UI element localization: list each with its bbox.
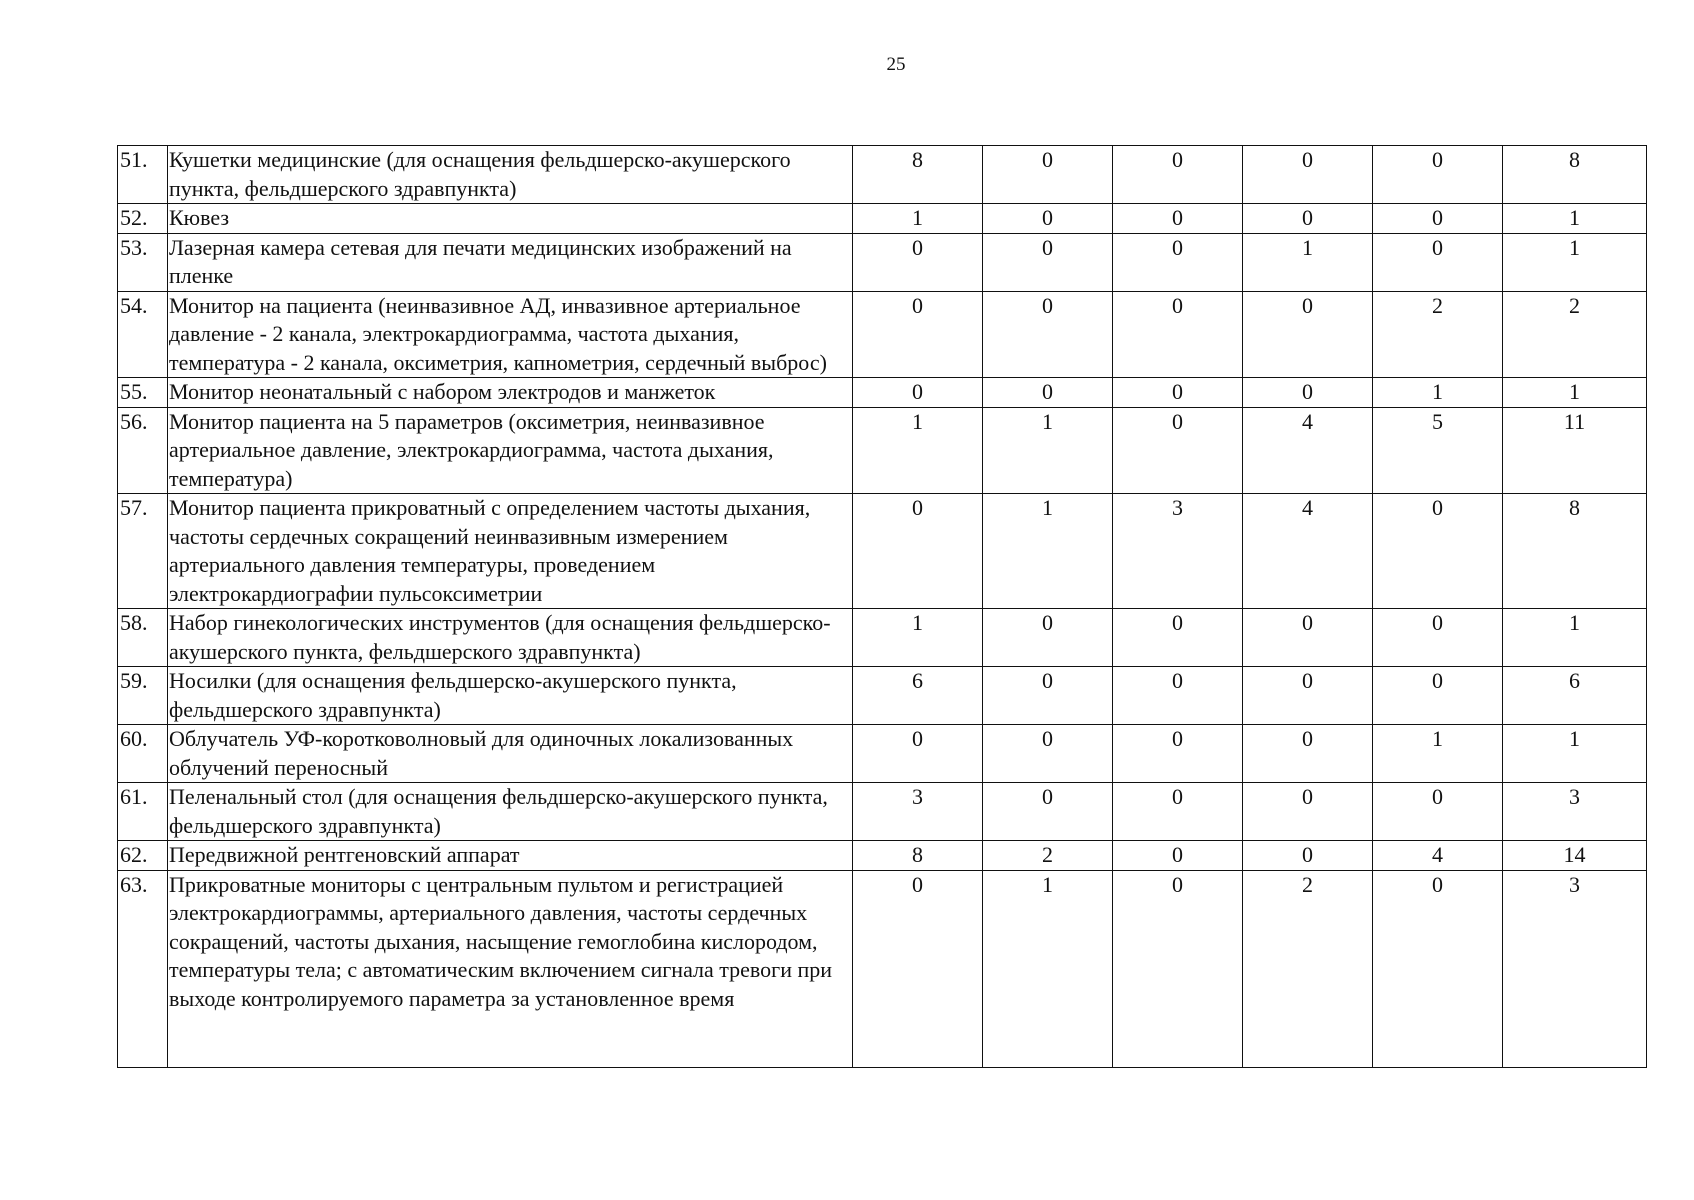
quantity-cell: 0 <box>1373 667 1503 725</box>
table-row <box>118 667 1647 725</box>
row-number: 55. <box>118 378 168 408</box>
row-number: 59. <box>118 667 168 725</box>
quantity-cell: 0 <box>853 378 983 408</box>
quantity-cell: 0 <box>853 870 983 1068</box>
quantity-cell: 3 <box>1113 494 1243 609</box>
quantity-cell: 0 <box>1113 233 1243 291</box>
quantity-cell: 0 <box>1243 783 1373 841</box>
equipment-name <box>168 146 853 204</box>
quantity-cell: 0 <box>983 378 1113 408</box>
table-row <box>118 378 1647 408</box>
table-body <box>118 146 1647 1068</box>
table-row <box>118 725 1647 783</box>
quantity-cell: 0 <box>983 783 1113 841</box>
equipment-name-text: Пеленальный стол (для оснащения фельдшерско-акушерского пункта, фельдшерского здравпункта) <box>169 784 828 838</box>
quantity-cell: 1 <box>1373 725 1503 783</box>
total-cell: 1 <box>1503 233 1647 291</box>
quantity-cell: 1 <box>1243 233 1373 291</box>
quantity-cell: 6 <box>853 667 983 725</box>
quantity-cell: 0 <box>983 204 1113 234</box>
total-cell: 3 <box>1503 783 1647 841</box>
quantity-cell: 2 <box>983 841 1113 871</box>
total-cell: 8 <box>1503 494 1647 609</box>
quantity-cell: 1 <box>853 609 983 667</box>
equipment-name <box>168 870 853 1068</box>
quantity-cell: 1 <box>983 407 1113 494</box>
equipment-name-text: Монитор неонатальный с набором электродов и манжеток <box>169 379 716 404</box>
quantity-cell: 0 <box>983 609 1113 667</box>
quantity-cell: 0 <box>1113 291 1243 378</box>
cell-spacer <box>169 1013 848 1067</box>
equipment-name-text: Монитор на пациента (неинвазивное АД, инвазивное артериальное давление - 2 канала, электрокардиограмма, частота дыхания, температура - 2 канала, оксиметрия, капнометрия, сердечный выброс) <box>169 292 827 375</box>
quantity-cell: 0 <box>1373 204 1503 234</box>
quantity-cell: 5 <box>1373 407 1503 494</box>
equipment-name <box>168 725 853 783</box>
quantity-cell: 0 <box>1243 725 1373 783</box>
quantity-cell: 0 <box>1113 725 1243 783</box>
quantity-cell: 3 <box>853 783 983 841</box>
equipment-table <box>117 145 1647 1068</box>
quantity-cell: 1 <box>983 870 1113 1068</box>
row-number: 54. <box>118 291 168 378</box>
table-row <box>118 841 1647 871</box>
equipment-name <box>168 378 853 408</box>
total-cell: 8 <box>1503 146 1647 204</box>
table-row <box>118 233 1647 291</box>
equipment-name <box>168 667 853 725</box>
equipment-name-text: Облучатель УФ-коротковолновый для одиночных локализованных облучений переносный <box>169 726 794 780</box>
quantity-cell: 0 <box>1243 146 1373 204</box>
quantity-cell: 0 <box>1373 146 1503 204</box>
quantity-cell: 8 <box>853 146 983 204</box>
equipment-name-text: Прикроватные мониторы с центральным пультом и регистрацией электрокардиограммы, артериального давления, частоты сердечных сокращений, частоты дыхания, насыщение гемоглобина кислородом, температуры тела; с автоматическим включением сигнала тревоги при выходе контролируемого параметра за установленное время <box>169 871 833 1011</box>
row-number: 61. <box>118 783 168 841</box>
quantity-cell: 0 <box>1373 233 1503 291</box>
equipment-name-text: Лазерная камера сетевая для печати медицинских изображений на пленке <box>169 234 792 288</box>
quantity-cell: 0 <box>1243 667 1373 725</box>
equipment-name-text: Монитор пациента прикроватный с определением частоты дыхания, частоты сердечных сокращений неинвазивным измерением артериального давления температуры, проведением электрокардиографии пульсоксиметрии <box>169 495 811 606</box>
quantity-cell: 0 <box>1113 870 1243 1068</box>
quantity-cell: 0 <box>983 667 1113 725</box>
total-cell: 14 <box>1503 841 1647 871</box>
quantity-cell: 4 <box>1373 841 1503 871</box>
quantity-cell: 0 <box>1113 146 1243 204</box>
total-cell: 1 <box>1503 725 1647 783</box>
total-cell: 3 <box>1503 870 1647 1068</box>
table-row <box>118 146 1647 204</box>
quantity-cell: 2 <box>1373 291 1503 378</box>
row-number: 60. <box>118 725 168 783</box>
quantity-cell: 1 <box>1373 378 1503 408</box>
equipment-name <box>168 494 853 609</box>
equipment-name <box>168 841 853 871</box>
table-row <box>118 204 1647 234</box>
quantity-cell: 0 <box>1373 783 1503 841</box>
total-cell: 1 <box>1503 204 1647 234</box>
quantity-cell: 0 <box>1113 609 1243 667</box>
equipment-name-text: Кушетки медицинские (для оснащения фельдшерско-акушерского пункта, фельдшерского здравпункта) <box>169 147 791 201</box>
equipment-name-text: Набор гинекологических инструментов (для оснащения фельдшерско-акушерского пункта, фельдшерского здравпункта) <box>169 610 831 664</box>
row-number: 51. <box>118 146 168 204</box>
row-number: 58. <box>118 609 168 667</box>
table-row <box>118 291 1647 378</box>
page-number: 25 <box>886 54 906 75</box>
equipment-name <box>168 783 853 841</box>
equipment-name <box>168 407 853 494</box>
quantity-cell: 0 <box>1243 291 1373 378</box>
table-row <box>118 494 1647 609</box>
equipment-table-container <box>117 145 1647 1068</box>
equipment-name <box>168 291 853 378</box>
equipment-name <box>168 609 853 667</box>
quantity-cell: 0 <box>1373 494 1503 609</box>
quantity-cell: 0 <box>983 725 1113 783</box>
row-number: 57. <box>118 494 168 609</box>
equipment-name-text: Кювез <box>169 205 230 230</box>
quantity-cell: 8 <box>853 841 983 871</box>
quantity-cell: 0 <box>1243 378 1373 408</box>
row-number: 62. <box>118 841 168 871</box>
quantity-cell: 0 <box>1373 609 1503 667</box>
row-number: 56. <box>118 407 168 494</box>
quantity-cell: 0 <box>983 291 1113 378</box>
quantity-cell: 0 <box>853 291 983 378</box>
quantity-cell: 4 <box>1243 494 1373 609</box>
equipment-name-text: Передвижной рентгеновский аппарат <box>169 842 520 867</box>
total-cell: 11 <box>1503 407 1647 494</box>
table-row <box>118 870 1647 1068</box>
quantity-cell: 0 <box>983 233 1113 291</box>
equipment-name-text: Носилки (для оснащения фельдшерско-акушерского пункта, фельдшерского здравпункта) <box>169 668 737 722</box>
quantity-cell: 4 <box>1243 407 1373 494</box>
row-number: 53. <box>118 233 168 291</box>
quantity-cell: 0 <box>1243 204 1373 234</box>
quantity-cell: 0 <box>1243 609 1373 667</box>
quantity-cell: 0 <box>1113 667 1243 725</box>
table-row <box>118 609 1647 667</box>
row-number: 52. <box>118 204 168 234</box>
quantity-cell: 0 <box>1113 783 1243 841</box>
equipment-name <box>168 204 853 234</box>
quantity-cell: 1 <box>853 204 983 234</box>
table-row <box>118 407 1647 494</box>
table-row <box>118 783 1647 841</box>
quantity-cell: 0 <box>1243 841 1373 871</box>
total-cell: 1 <box>1503 378 1647 408</box>
row-number: 63. <box>118 870 168 1068</box>
quantity-cell: 1 <box>853 407 983 494</box>
quantity-cell: 0 <box>983 146 1113 204</box>
quantity-cell: 2 <box>1243 870 1373 1068</box>
quantity-cell: 0 <box>1113 841 1243 871</box>
quantity-cell: 0 <box>853 233 983 291</box>
total-cell: 1 <box>1503 609 1647 667</box>
equipment-name-text: Монитор пациента на 5 параметров (оксиметрия, неинвазивное артериальное давление, электрокардиограмма, частота дыхания, температура) <box>169 408 774 491</box>
quantity-cell: 0 <box>1373 870 1503 1068</box>
quantity-cell: 1 <box>983 494 1113 609</box>
quantity-cell: 0 <box>853 725 983 783</box>
quantity-cell: 0 <box>853 494 983 609</box>
quantity-cell: 0 <box>1113 378 1243 408</box>
total-cell: 2 <box>1503 291 1647 378</box>
equipment-name <box>168 233 853 291</box>
total-cell: 6 <box>1503 667 1647 725</box>
quantity-cell: 0 <box>1113 407 1243 494</box>
quantity-cell: 0 <box>1113 204 1243 234</box>
